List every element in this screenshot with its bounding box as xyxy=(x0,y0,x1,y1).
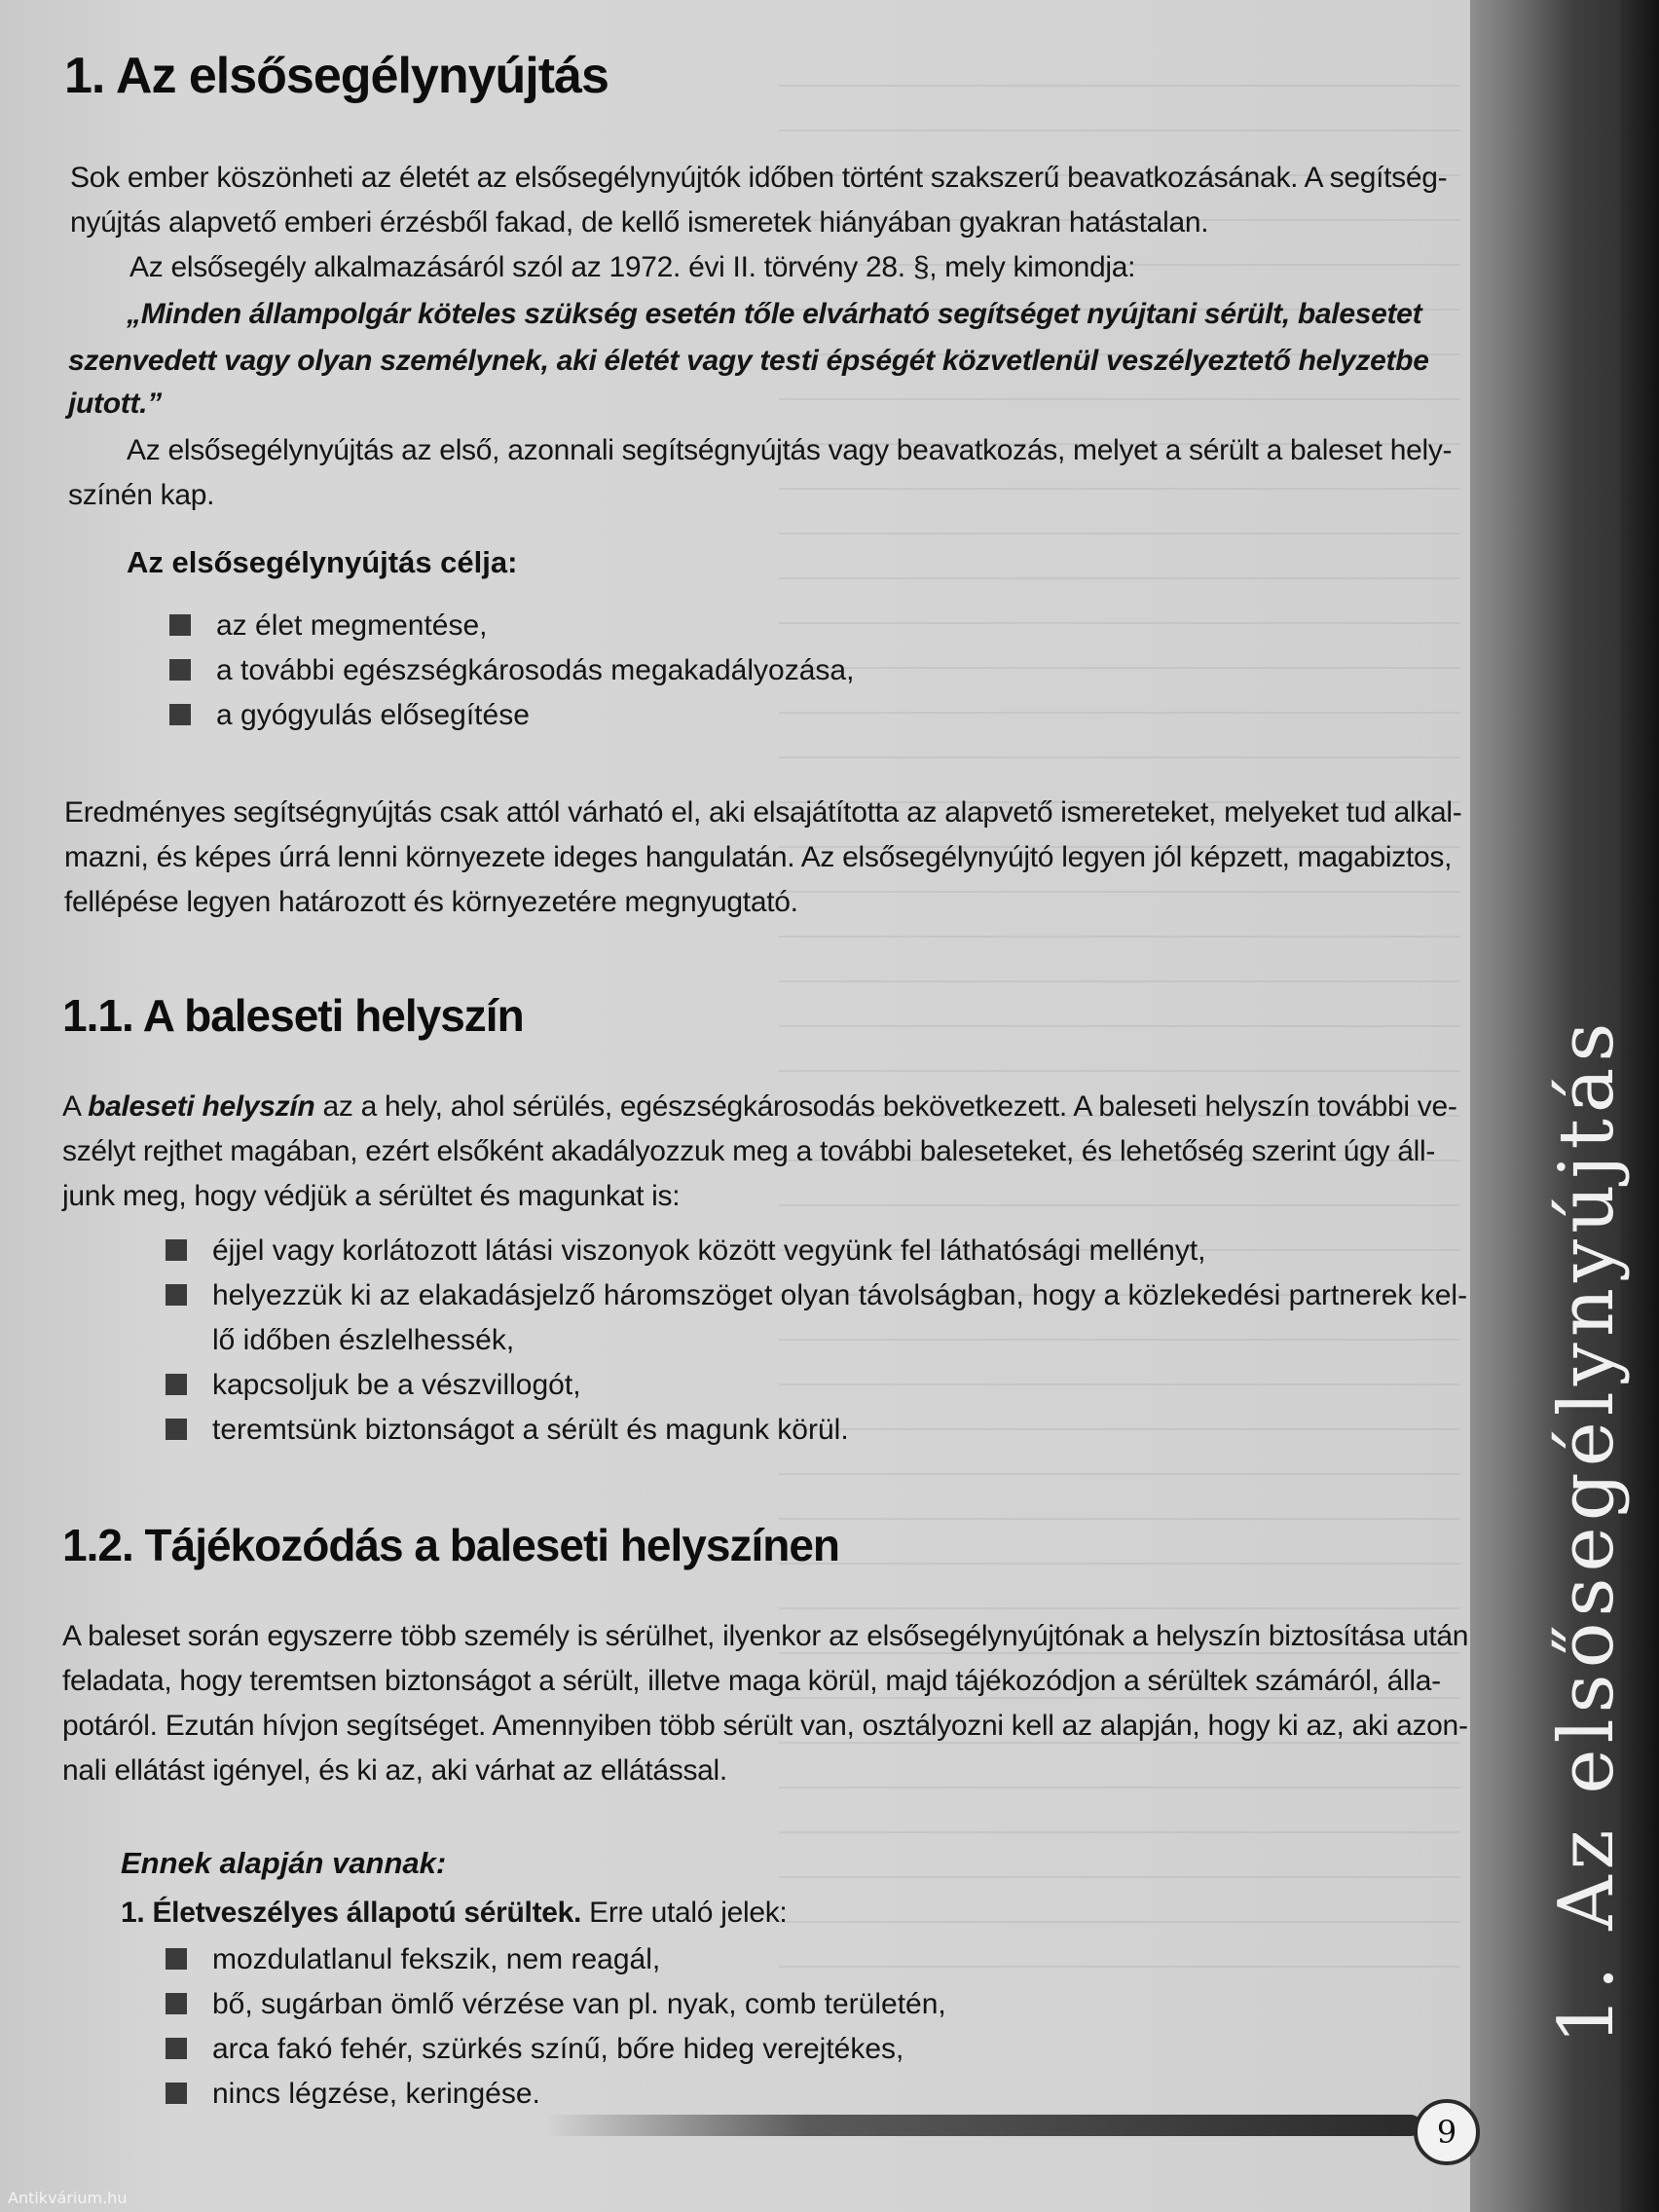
category-1-rest: Erre utaló jelek: xyxy=(581,1897,788,1929)
safety-text: teremtsünk biztonságot a sérült és magunk körül. xyxy=(212,1414,849,1446)
bullet-square-icon xyxy=(169,659,191,681)
bullet-square-icon xyxy=(166,1993,187,2014)
law-quote-line-3: jutott.” xyxy=(68,387,162,420)
bullet-square-icon xyxy=(166,2038,187,2059)
chapter-title: 1. Az elsősegélynyújtás xyxy=(64,48,608,104)
bullet-square-icon xyxy=(166,1284,187,1306)
bullet-square-icon xyxy=(169,704,191,725)
bullet-square-icon xyxy=(166,1948,187,1970)
effective-aid-line-2: mazni, és képes úrrá lenni környezete ideges hangulatán. Az elsősegélynyújtó legyen jól képzett, magabiztos, xyxy=(64,841,1453,873)
goal-item xyxy=(169,693,854,738)
scene-term: baleseti helyszín xyxy=(88,1090,315,1123)
sign-text: bő, sugárban ömlő vérzése van pl. nyak, comb területén, xyxy=(212,1988,946,2020)
law-quote-line-1: „Minden állampolgár köteles szükség esetén tőle elvárható segítséget nyújtani sérült, balesetet xyxy=(127,298,1422,330)
bullet-square-icon xyxy=(166,1239,187,1261)
section-title-scene: 1.1. A baleseti helyszín xyxy=(62,990,524,1041)
safety-text: éjjel vagy korlátozott látási viszonyok között vegyünk fel láthatósági mellényt, xyxy=(212,1235,1206,1267)
life-threat-signs-list xyxy=(166,1937,946,2117)
bullet-square-icon xyxy=(166,2083,187,2104)
safety-text-continued: lő időben észlelhessék, xyxy=(212,1324,515,1356)
orientation-line-2: feladata, hogy teremtsen biztonságot a sérült, illetve maga körül, majd tájékozódjon a sérültek számáról, álla- xyxy=(62,1665,1441,1697)
scene-line-2: szélyt rejthet magában, ezért elsőként akadályozzuk meg a további baleseteket, és lehetőség szerint úgy áll- xyxy=(62,1135,1436,1167)
goal-heading: Az elsősegélynyújtás célja: xyxy=(127,545,518,579)
scene-line-1-pre: A xyxy=(62,1090,89,1123)
scene-line-1-post: az a hely, ahol sérülés, egészségkárosodás bekövetkezett. A baleseti helyszín további ve- xyxy=(314,1090,1457,1123)
scene-line-1 xyxy=(62,1085,1457,1129)
page-number: 9 xyxy=(1414,2099,1480,2165)
sign-item xyxy=(166,1982,946,2027)
basis-heading: Ennek alapján vannak: xyxy=(121,1846,447,1880)
goal-item xyxy=(169,604,854,648)
bullet-square-icon xyxy=(166,1374,187,1395)
chapter-side-title: 1. Az elsősegélynyújtás xyxy=(1543,1016,1631,2045)
bullet-square-icon xyxy=(169,614,191,636)
safety-text: helyezzük ki az elakadásjelző háromszöget olyan távolságban, hogy a közlekedési partnerek kel- xyxy=(212,1279,1468,1311)
bullet-square-icon xyxy=(166,1419,187,1440)
sign-text: mozdulatlanul fekszik, nem reagál, xyxy=(212,1943,661,1975)
definition-line-1: Az elsősegélynyújtás az első, azonnali segítségnyújtás vagy beavatkozás, melyet a sérült a baleset hely- xyxy=(127,434,1453,466)
safety-item xyxy=(166,1273,1467,1363)
sign-item xyxy=(166,1937,946,1982)
scene-safety-list xyxy=(166,1229,1467,1453)
goal-text: a további egészségkárosodás megakadályozása, xyxy=(216,654,855,686)
orientation-line-3: potáról. Ezután hívjon segítséget. Amennyiben több sérült van, osztályozni kell az alapján, hogy ki az, aki azon- xyxy=(62,1710,1468,1742)
orientation-line-1: A baleset során egyszerre több személy is sérülhet, ilyenkor az elsősegélynyújtónak a helyszín biztosítása után xyxy=(62,1620,1469,1652)
sign-text: arca fakó fehér, szürkés színű, bőre hideg verejtékes, xyxy=(212,2033,904,2065)
goal-list xyxy=(169,604,854,738)
scene-line-3: junk meg, hogy védjük a sérültet és magunkat is: xyxy=(62,1180,681,1212)
sign-item xyxy=(166,2072,946,2117)
orientation-line-4: nali ellátást igényel, és ki az, aki várhat az ellátással. xyxy=(62,1754,727,1787)
safety-item xyxy=(166,1408,1467,1453)
effective-aid-line-3: fellépése legyen határozott és környezetére megnyugtató. xyxy=(64,886,798,918)
goal-text: az élet megmentése, xyxy=(216,609,488,642)
watermark: Antikvárium.hu xyxy=(8,2189,128,2207)
section-title-orientation: 1.2. Tájékozódás a baleseti helyszínen xyxy=(62,1520,840,1570)
footer-rule xyxy=(545,2115,1421,2136)
safety-item xyxy=(166,1363,1467,1408)
safety-text: kapcsoljuk be a vészvillogót, xyxy=(212,1369,581,1401)
effective-aid-line-1: Eredményes segítségnyújtás csak attól várható el, aki elsajátította az alapvető ismereteket, melyeket tud alkal- xyxy=(64,796,1462,829)
goal-text: a gyógyulás elősegítése xyxy=(216,699,530,731)
law-quote-line-2: szenvedett vagy olyan személynek, aki életét vagy testi épségét közvetlenül veszélyeztető helyzetbe xyxy=(68,345,1429,377)
intro-line-1: Sok ember köszönheti az életét az elsősegélynyújtók időben történt szakszerű beavatkozásának. A segítség- xyxy=(70,162,1448,194)
intro-line-2: nyújtás alapvető emberi érzésből fakad, de kellő ismeretek hiányában gyakran hatástalan. xyxy=(70,206,1209,239)
category-1-line xyxy=(121,1891,787,1936)
law-reference: Az elsősegély alkalmazásáról szól az 1972. évi II. törvény 28. §, mely kimondja: xyxy=(129,251,1136,283)
sign-text: nincs légzése, keringése. xyxy=(212,2078,540,2110)
definition-line-2: színén kap. xyxy=(68,479,215,511)
category-1-label: 1. Életveszélyes állapotú sérültek. xyxy=(121,1897,582,1929)
sign-item xyxy=(166,2027,946,2072)
safety-item xyxy=(166,1229,1467,1273)
goal-item xyxy=(169,648,854,693)
